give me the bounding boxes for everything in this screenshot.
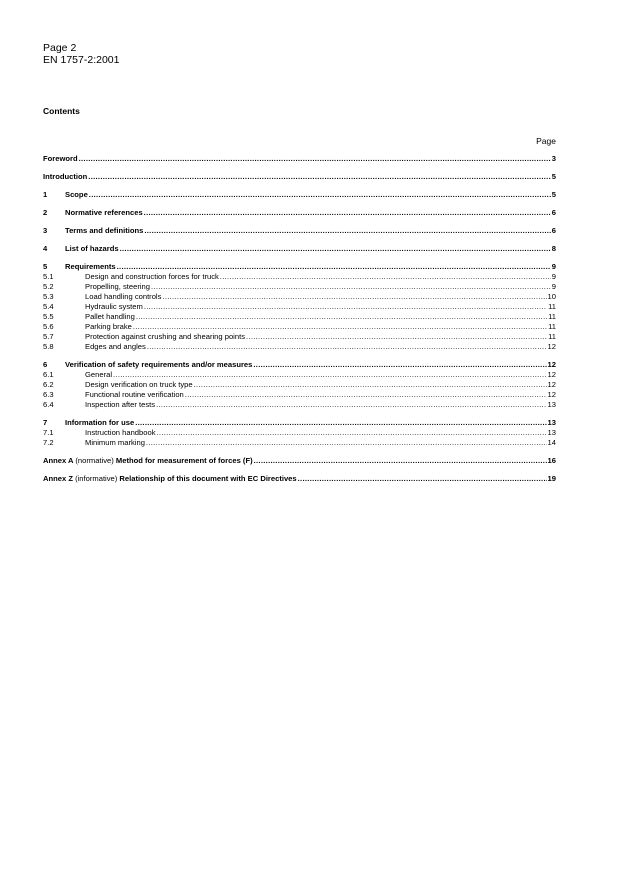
dot-leader <box>194 380 547 390</box>
dot-leader <box>246 332 547 342</box>
toc-entry-title: Pallet handling <box>85 312 135 321</box>
annex-kind: (normative) <box>75 456 114 465</box>
toc-entry-6-1[interactable] <box>43 370 556 380</box>
toc-entry-3[interactable] <box>43 226 556 236</box>
toc-entry-title: Minimum marking <box>85 438 145 447</box>
toc-entry-number: 6.1 <box>43 370 54 379</box>
toc-entry-6[interactable] <box>43 360 556 370</box>
toc-entry-annex-a[interactable] <box>43 456 556 466</box>
toc-entry-number: 4 <box>43 244 48 253</box>
toc-entry-1[interactable] <box>43 190 556 200</box>
toc-entry-number: 5.8 <box>43 342 54 351</box>
page-column-heading: Page <box>536 136 556 146</box>
toc-entry-page: 9 <box>551 282 556 291</box>
page-label: Page 2 <box>43 42 77 54</box>
toc-entry-page: 3 <box>551 154 556 163</box>
toc-entry-title: Hydraulic system <box>85 302 143 311</box>
toc-entry-5-1[interactable] <box>43 272 556 282</box>
toc-entry-number: 5.4 <box>43 302 54 311</box>
toc-entry-page: 11 <box>548 322 556 331</box>
toc-entry-5-2[interactable] <box>43 282 556 292</box>
toc-entry-number: 5.3 <box>43 292 54 301</box>
toc-entry-5-3[interactable] <box>43 292 556 302</box>
toc-entry-page: 11 <box>548 312 556 321</box>
toc-entry-title: General <box>85 370 113 379</box>
dot-leader <box>135 418 546 428</box>
toc-entry-7-1[interactable] <box>43 428 556 438</box>
toc-entry-2[interactable] <box>43 208 556 218</box>
toc-entry-6-2[interactable] <box>43 380 556 390</box>
toc-entry-title: Requirements <box>65 262 116 271</box>
toc-entry-5-6[interactable] <box>43 322 556 332</box>
toc-entry-page: 14 <box>547 438 556 447</box>
toc-entry-number: 5 <box>43 262 48 271</box>
toc-entry-page: 12 <box>547 370 556 379</box>
toc-entry-page: 6 <box>551 208 556 217</box>
dot-leader <box>120 244 551 254</box>
dot-leader <box>113 370 547 380</box>
dot-leader <box>144 226 550 236</box>
toc-entry-title: List of hazards <box>65 244 119 253</box>
dot-leader <box>220 272 551 282</box>
contents-heading: Contents <box>43 106 80 116</box>
toc-entry-title: Inspection after tests <box>85 400 156 409</box>
dot-leader <box>88 172 550 182</box>
toc-entry-page: 9 <box>551 262 556 271</box>
toc-entry-page: 11 <box>548 332 556 341</box>
toc-entry-5-4[interactable] <box>43 302 556 312</box>
toc-entry-number: 5.1 <box>43 272 54 281</box>
annex-label: Annex A <box>43 456 74 465</box>
toc-entry-title: Scope <box>65 190 88 199</box>
toc-entry-number: 5.5 <box>43 312 54 321</box>
toc-entry-page: 9 <box>551 272 556 281</box>
toc-entry-foreword[interactable] <box>43 154 556 164</box>
toc-entry-page: 5 <box>551 172 556 181</box>
toc-entry-annex-z[interactable] <box>43 474 556 484</box>
dot-leader <box>162 292 546 302</box>
toc-entry-title <box>43 456 253 466</box>
toc-entry-page: 13 <box>547 418 556 427</box>
toc-entry-title: Terms and definitions <box>65 226 144 235</box>
toc-entry-title: Verification of safety requirements and/or measures <box>65 360 253 369</box>
toc-entry-page: 12 <box>547 390 556 399</box>
toc-entry-5-7[interactable] <box>43 332 556 342</box>
toc-entry-number: 7 <box>43 418 48 427</box>
dot-leader <box>117 262 551 272</box>
dot-leader <box>146 438 547 448</box>
toc-entry-page: 12 <box>547 380 556 389</box>
toc-entry-page: 10 <box>547 292 556 301</box>
dot-leader <box>298 474 547 484</box>
toc-entry-number: 2 <box>43 208 48 217</box>
toc-entry-title: Parking brake <box>85 322 132 331</box>
toc-entry-page: 8 <box>551 244 556 253</box>
toc-entry-title: Protection against crushing and shearing points <box>85 332 245 341</box>
toc-entry-7[interactable] <box>43 418 556 428</box>
toc-entry-number: 6.4 <box>43 400 54 409</box>
toc-entry-number: 6.2 <box>43 380 54 389</box>
toc-entry-7-2[interactable] <box>43 438 556 448</box>
dot-leader <box>79 154 551 164</box>
toc-entry-title: Information for use <box>65 418 135 427</box>
toc-entry-page: 13 <box>547 428 556 437</box>
dot-leader <box>147 342 547 352</box>
toc-entry-number: 1 <box>43 190 48 199</box>
dot-leader <box>89 190 551 200</box>
toc-entry-page: 19 <box>547 474 556 483</box>
toc-entry-title: Design verification on truck type <box>85 380 193 389</box>
toc-entry-page: 12 <box>547 360 556 369</box>
dot-leader <box>144 302 547 312</box>
toc-entry-title: Normative references <box>65 208 143 217</box>
toc-entry-number: 3 <box>43 226 48 235</box>
toc-entry-title: Propelling, steering <box>85 282 151 291</box>
dot-leader <box>144 208 551 218</box>
toc-entry-page: 6 <box>551 226 556 235</box>
dot-leader <box>157 428 547 438</box>
toc-entry-title: Foreword <box>43 154 78 163</box>
dot-leader <box>185 390 547 400</box>
toc-entry-6-4[interactable] <box>43 400 556 410</box>
toc-entry-number: 7.2 <box>43 438 54 447</box>
annex-label: Annex Z <box>43 474 73 483</box>
toc-entry-title: Load handling controls <box>85 292 162 301</box>
dot-leader <box>254 456 547 466</box>
document-id: EN 1757-2:2001 <box>43 54 120 66</box>
page-header <box>43 42 119 66</box>
toc-entry-5-5[interactable] <box>43 312 556 322</box>
toc-entry-title: Design and construction forces for truck <box>85 272 219 281</box>
toc-entry-4[interactable] <box>43 244 556 254</box>
toc-entry-page: 11 <box>548 302 556 311</box>
toc-entry-title: Introduction <box>43 172 88 181</box>
dot-leader <box>133 322 547 332</box>
toc-entry-page: 5 <box>551 190 556 199</box>
annex-title: Method for measurement of forces (F) <box>115 456 253 465</box>
toc-entry-page: 13 <box>547 400 556 409</box>
toc-entry-number: 5.6 <box>43 322 54 331</box>
toc-entry-number: 6.3 <box>43 390 54 399</box>
toc-entry-6-3[interactable] <box>43 390 556 400</box>
toc-entry-5-8[interactable] <box>43 342 556 352</box>
toc-entry-number: 7.1 <box>43 428 54 437</box>
toc-entry-page: 12 <box>547 342 556 351</box>
annex-title: Relationship of this document with EC Directives <box>119 474 297 483</box>
toc-entry-introduction[interactable] <box>43 172 556 182</box>
annex-kind: (informative) <box>75 474 118 483</box>
table-of-contents <box>43 154 556 484</box>
toc-entry-title: Functional routine verification <box>85 390 184 399</box>
toc-entry-number: 5.7 <box>43 332 54 341</box>
toc-entry-title: Edges and angles <box>85 342 146 351</box>
toc-entry-number: 6 <box>43 360 48 369</box>
toc-entry-number: 5.2 <box>43 282 54 291</box>
dot-leader <box>151 282 551 292</box>
dot-leader <box>253 360 546 370</box>
dot-leader <box>156 400 546 410</box>
toc-entry-page: 16 <box>547 456 556 465</box>
dot-leader <box>136 312 547 322</box>
toc-entry-title: Instruction handbook <box>85 428 156 437</box>
toc-entry-5[interactable] <box>43 262 556 272</box>
toc-entry-title <box>43 474 297 484</box>
